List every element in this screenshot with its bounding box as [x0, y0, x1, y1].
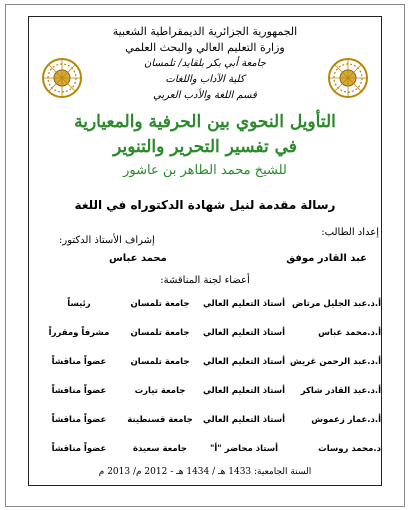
page-inner-frame [28, 16, 382, 486]
university-heading: جامعة أبي بكر بلقايد/ تلمسان [144, 58, 266, 69]
thesis-title-line2: في تفسير التحرير والتنوير [113, 137, 297, 157]
republic-heading: الجمهورية الجزائرية الديمقراطية الشعبية [112, 25, 298, 38]
committee-row [29, 444, 381, 464]
member-role: عضواً مناقشاً [51, 444, 107, 454]
member-rank: أستاذ التعليم العالي [202, 415, 286, 425]
student-name: عبد القادر موفق [286, 253, 367, 264]
member-role: مشرفاً ومقرراً [48, 328, 110, 338]
member-rank: أستاذ التعليم العالي [202, 328, 286, 338]
thesis-author-line: للشيخ محمد الطاهر بن عاشور [123, 163, 287, 178]
supervisor-name: محمد عباس [109, 253, 167, 264]
member-university: جامعة تلمسان [130, 299, 190, 309]
member-rank: أستاذ التعليم العالي [202, 299, 286, 309]
member-university: جامعة تلمسان [130, 357, 190, 367]
committee-row [29, 386, 381, 406]
member-role: عضواً مناقشاً [51, 415, 107, 425]
committee-row [29, 415, 381, 435]
member-rank: أستاذ التعليم العالي [202, 386, 286, 396]
member-university: جامعة قسنطينة [127, 415, 193, 425]
member-university: جامعة سعيدة [132, 444, 188, 454]
member-university: جامعة تيارت [134, 386, 186, 396]
thesis-title-line1: التأويل النحوي بين الحرفية والمعيارية [74, 112, 336, 132]
member-name: أ.د.عبد الرحمن غريش [289, 357, 381, 367]
thesis-purpose: رسالة مقدمة لنيل شهادة الدكتوراه في اللغة [74, 198, 336, 212]
supervisor-label: إشراف الأستاذ الدكتور: [59, 235, 155, 246]
committee-row [29, 328, 381, 348]
committee-row [29, 357, 381, 377]
member-name: أ.د.محمد عباس [318, 328, 381, 338]
member-role: عضواً مناقشاً [51, 386, 107, 396]
member-name: أ.د.عمار زعموش [311, 415, 381, 425]
member-rank: أستاذ محاضر "أ" [209, 444, 279, 454]
member-university: جامعة تلمسان [130, 328, 190, 338]
faculty-heading: كلية الآداب واللغات [165, 74, 245, 85]
committee-heading: أعضاء لجنة المناقشة: [160, 275, 250, 286]
member-name: أ.د.عبد القادر شاكر [300, 386, 381, 396]
academic-year: السنة الجامعية: 1433 هـ / 1434 هـ - 2012 م/ 2013 م [98, 467, 312, 477]
committee-row [29, 299, 381, 319]
department-heading: قسم اللغة والأدب العربي [153, 90, 257, 101]
member-role: رئيساً [67, 299, 91, 309]
ministry-heading: وزارة التعليم العالي والبحث العلمي [125, 41, 285, 54]
member-role: عضواً مناقشاً [51, 357, 107, 367]
student-label: إعداد الطالب: [321, 227, 379, 238]
member-name: أ.د.عبد الجليل مرتاض [292, 299, 381, 309]
member-rank: أستاذ التعليم العالي [202, 357, 286, 367]
member-name: د.محمد روسات [318, 444, 381, 454]
